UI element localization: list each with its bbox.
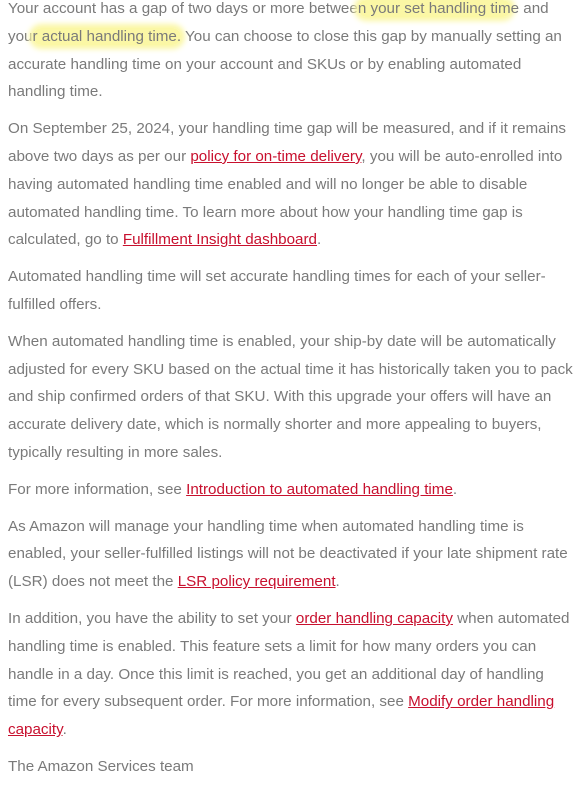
paragraph-handling-gap bbox=[8, 0, 574, 106]
text-segment: , you will be auto-enrolled into having automated handling time enabled and will no longer be able to disable automated handling time. To learn more about how your handling time gap is calculated, go to bbox=[8, 147, 563, 249]
text-segment: . bbox=[317, 231, 322, 249]
signature: The Amazon Services team bbox=[8, 757, 194, 775]
text-segment: When automated handling time is enabled, your ship-by date will be automatically adjusted for every SKU based on the actual time it has historically taken you to pack and ship confirmed orders of that SKU. With this upgrade your offers will have an accurate delivery date, which is normally shorter and more appealing to buyers, typically resulting in more sales. bbox=[8, 332, 573, 461]
text-segment: For more information, see bbox=[8, 480, 187, 498]
text-segment: Your account has a gap of two days or more betwee bbox=[8, 0, 358, 17]
link-lsr-policy-requirement[interactable]: LSR policy requirement bbox=[177, 573, 336, 591]
email-body bbox=[8, 0, 574, 790]
text-segment: . bbox=[452, 480, 458, 498]
text-segment: As Amazon will manage your handling time when automated handling time is enabled, your seller-fulfilled listings will not be deactivated if your late shipment rate (LSR) does not meet the bbox=[8, 517, 568, 591]
text-segment: You can choose to close this gap by manually setting an accurate handling time on your account and SKUs or by enabling automated handling time. bbox=[8, 27, 562, 101]
text-segment: In addition, you have the ability to set your bbox=[8, 609, 296, 627]
text-segment: . bbox=[62, 721, 67, 739]
text-segment: On September 25, 2024, your handling time gap will be measured, and if it remains above two days as per our bbox=[8, 120, 567, 165]
paragraph-lsr bbox=[8, 513, 574, 596]
highlighted-text-actual-handling-time: r actual handling time. bbox=[32, 27, 182, 45]
paragraph-more-info bbox=[8, 476, 574, 504]
paragraph-ship-by-date bbox=[8, 328, 574, 467]
link-order-handling-capacity[interactable]: order handling capacity bbox=[295, 609, 453, 627]
highlighted-text-set-handling-time: n your set handling tim bbox=[357, 0, 511, 17]
text-segment: . bbox=[335, 573, 340, 591]
link-fulfillment-insight-dashboard[interactable]: Fulfillment Insight dashboard bbox=[122, 231, 317, 249]
paragraph-order-capacity bbox=[8, 605, 574, 744]
paragraph-automated-handling bbox=[8, 263, 574, 319]
link-intro-automated-handling-time[interactable]: Introduction to automated handling time bbox=[186, 480, 453, 498]
text-segment: Automated handling time will set accurate handling times for each of your seller-fulfilled offers. bbox=[8, 268, 546, 313]
paragraph-auto-enroll bbox=[8, 115, 574, 254]
link-on-time-delivery-policy[interactable]: policy for on-time delivery bbox=[190, 147, 362, 165]
text-segment: when automated handling time is enabled. This feature sets a limit for how many orders you can handle in a day. Once this limit is reached, you get an additional day of handling time for every subsequent order. For more information, see bbox=[8, 609, 570, 711]
text-segment: e and you bbox=[8, 0, 549, 45]
link-modify-order-handling-capacity[interactable]: Modify order handling capacity bbox=[8, 693, 555, 739]
